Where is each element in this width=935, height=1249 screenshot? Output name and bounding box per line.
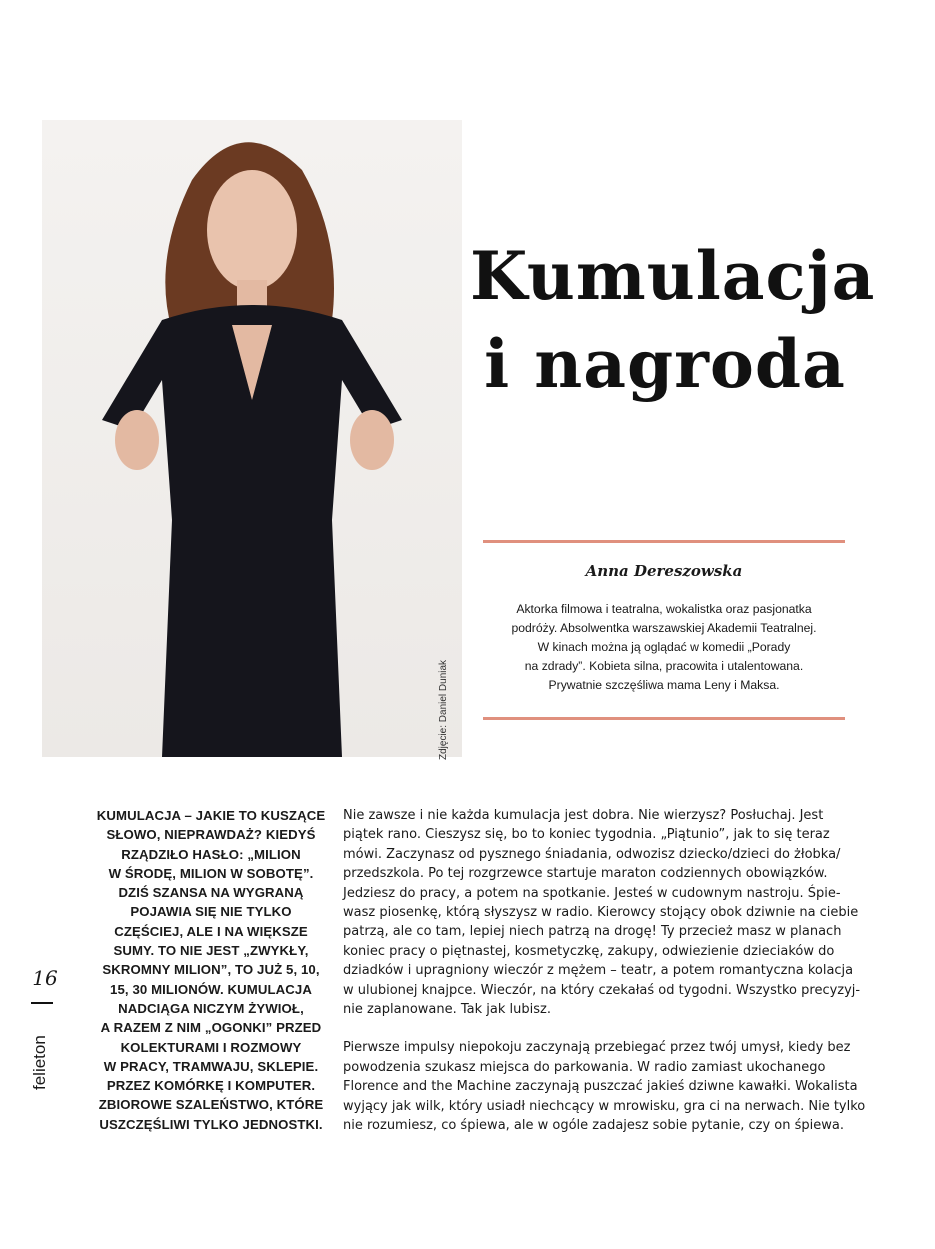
body-line: mówi. Zaczynasz od pysznego śniadania, odwozisz dziecko/dzieci do żłobka/ (343, 846, 841, 862)
body-line: Nie zawsze i nie każda kumulacja jest dobra. Nie wierzysz? Posłuchaj. Jest (343, 808, 824, 823)
body-line: Pierwsze impulsy niepokoju zaczynają przebiegać przez twój umysł, kiedy bez (343, 1040, 851, 1056)
portrait-illustration (42, 120, 462, 757)
body-line: powodzenia szukasz miejsca do parkowania. W radio zamiast ukochanego (343, 1059, 826, 1075)
lede-line: CZĘŚCIEJ, ALE I NA WIĘKSZE (114, 923, 308, 939)
lede-line: W PRACY, TRAMWAJU, SKLEPIE. (103, 1058, 319, 1074)
lede-line: SŁOWO, NIEPRAWDAŻ? KIEDYŚ (106, 827, 316, 843)
title-line-1: Kumulacja (470, 237, 876, 315)
bio-line: Prywatnie szczęśliwa mama Leny i Maksa. (548, 678, 780, 692)
lede-line: SUMY. TO NIE JEST „ZWYKŁY, (113, 943, 309, 959)
bio-line: podróży. Absolwentka warszawskiej Akademii Teatralnej. (511, 621, 817, 635)
lede-line: ZBIOROWE SZALEŃSTWO, KTÓRE (98, 1097, 324, 1113)
body-line: w ulubionej knajpce. Wieczór, na który czekałaś od tygodni. Wszystko precyzyj- (343, 982, 861, 998)
lede-line: PRZEZ KOMÓRKĘ I KOMPUTER. (106, 1078, 316, 1094)
photo-credit: Zdjęcie: Daniel Duniak (438, 659, 449, 760)
title-line-2: i nagroda (484, 325, 846, 403)
lede-line: RZĄDZIŁO HASŁO: „MILION (121, 846, 301, 862)
body-line: nie rozumiesz, co śpiewa, ale w ogóle zadajesz sobie pytanie, czy on śpiewa. (343, 1118, 844, 1134)
lede-line: SKROMNY MILION”, TO JUŻ 5, 10, (102, 962, 320, 978)
paragraph (343, 1038, 866, 1135)
lede-line: W ŚRODĘ, MILION W SOBOTĘ”. (108, 865, 314, 881)
bio-line: na zdrady”. Kobieta silna, pracowita i utalentowana. (524, 659, 804, 673)
section-label: felieton (30, 1035, 49, 1090)
lede-line: A RAZEM Z NIM „OGONKI” PRZED (100, 1020, 322, 1036)
body-line: piątek rano. Cieszysz się, bo to koniec tygodnia. „Piątunio”, jak to się teraz (343, 827, 830, 843)
lede-line: POJAWIA SIĘ NIE TYLKO (130, 904, 292, 920)
article-title (470, 232, 876, 408)
accent-rule-top (483, 540, 845, 543)
bio-line: Aktorka filmowa i teatralna, wokalistka oraz pasjonatka (516, 602, 812, 616)
lede-line: 15, 30 MILIONÓW. KUMULACJA (110, 981, 312, 997)
lede-line: USZCZĘŚLIWI TYLKO JEDNOSTKI. (99, 1116, 323, 1132)
body-line: koniec pracy o piętnastej, kosmetyczkę, zakupy, odwiezienie dzieciaków do (343, 943, 835, 959)
bio-line: W kinach można ją oglądać w komedii „Porady (537, 640, 791, 654)
lede-line: KOLEKTURAMI I ROZMOWY (120, 1039, 302, 1055)
author-name: Anna Dereszowska (585, 562, 743, 580)
body-line: nie zaplanowane. Tak jak lubisz. (343, 1002, 551, 1018)
author-bio (483, 600, 845, 695)
author-photo (42, 120, 462, 757)
body-line: patrzą, ale co tam, lepiej niech patrzą na drogę! Ty przecież masz w planach (343, 924, 842, 940)
page-number: 16 (32, 966, 58, 990)
lede-line: NADCIĄGA NICZYM ŻYWIOŁ, (118, 1000, 304, 1016)
accent-rule-bottom (483, 717, 845, 720)
body-line: wyjący jak wilk, który usiadł niechcący w mrowisku, gra ci na nerwach. Nie tylko (343, 1098, 866, 1114)
body-line: Florence and the Machine zaczynają puszczać jakieś dziwne kawałki. Wokalista (343, 1079, 858, 1095)
body-line: wasz piosenkę, którą słyszysz w radio. Kierowcy stojący obok dziwnie na ciebie (343, 905, 859, 921)
lede-line: KUMULACJA – JAKIE TO KUSZĄCE (96, 808, 326, 823)
article-body (343, 806, 866, 1155)
paragraph (343, 806, 863, 1019)
page-divider (31, 1002, 53, 1004)
body-line: Jedziesz do pracy, a potem na spotkanie. Jesteś w cudownym nastroju. Śpie- (343, 885, 841, 901)
body-line: przedszkola. Po tej rozgrzewce startuje maraton codziennych obowiązków. (343, 866, 828, 882)
body-line: dziadków i upragniony wieczór z mężem – teatr, a potem romantyczna kolacja (343, 963, 854, 979)
lede-line: DZIŚ SZANSA NA WYGRANĄ (118, 885, 304, 901)
lede (80, 806, 342, 1134)
